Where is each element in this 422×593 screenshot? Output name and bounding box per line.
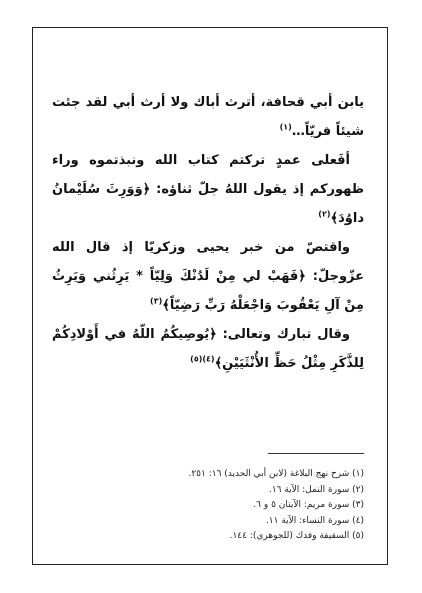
footnote-2: (٢) سورة النمل: الآية ١٦. — [268, 484, 364, 495]
paragraph-1-text: يابن أبي قحافة، أترث أباك ولا أرث أبي لقد جئت شيئاً فريّاً… — [52, 95, 364, 139]
footnote-4: (٤) سورة النساء: الآية ١١. — [265, 515, 364, 526]
footnote-ref-2: (٢) — [318, 209, 331, 219]
paragraph-4 — [52, 320, 364, 378]
paragraph-1 — [52, 88, 364, 146]
main-text — [52, 88, 364, 378]
paragraph-3 — [52, 233, 364, 320]
footnote-5: (٥) السقيفة وفدك (للجوهري): ١٤٤. — [229, 531, 364, 541]
footnotes — [52, 467, 364, 545]
footnote-1: (١) شرح نهج البلاغة (لابن أبي الحديد) ١٦: ٢٥١. — [188, 469, 364, 479]
footnote-ref-4-5: (٤)(٥) — [190, 354, 215, 364]
paragraph-2 — [52, 146, 364, 233]
footnote-separator — [268, 453, 364, 454]
footnote-ref-3: (٣) — [150, 296, 163, 306]
paragraph-3-text: واقتصّ من خبر يحيى وزكريّا إذ قال الله عزّوجلّ: ﴿فَهَبْ لي مِنْ لَدُنْكَ وَلِيّاً * يَرِثُني وَيَرِثُ مِنْ آلِ يَعْقُوبَ وَاجْعَلْهُ رَبِّ رَضِيّاً﴾ — [52, 240, 364, 313]
footnote-3: (٣) سورة مريم: الآيتان ٥ و ٦. — [253, 500, 364, 510]
footnote-ref-1: (١) — [279, 122, 292, 132]
paragraph-2-text: أفَعلى عمدٍ تركتم كتاب الله ونبذتموه وراء ظهوركم إذ يقول اللهُ جلّ ثناؤه: ﴿وَوَرِثَ سُلَيْمانُ داوُدَ﴾ — [52, 153, 364, 226]
paragraph-4-text: وقال تبارك وتعالى: ﴿يُوصِيكُمُ اللّهُ في أَوْلادِكُمْ لِلذَّكَرِ مِثْلُ حَظِّ الأُنْثَيَيْنِ﴾ — [52, 327, 364, 371]
